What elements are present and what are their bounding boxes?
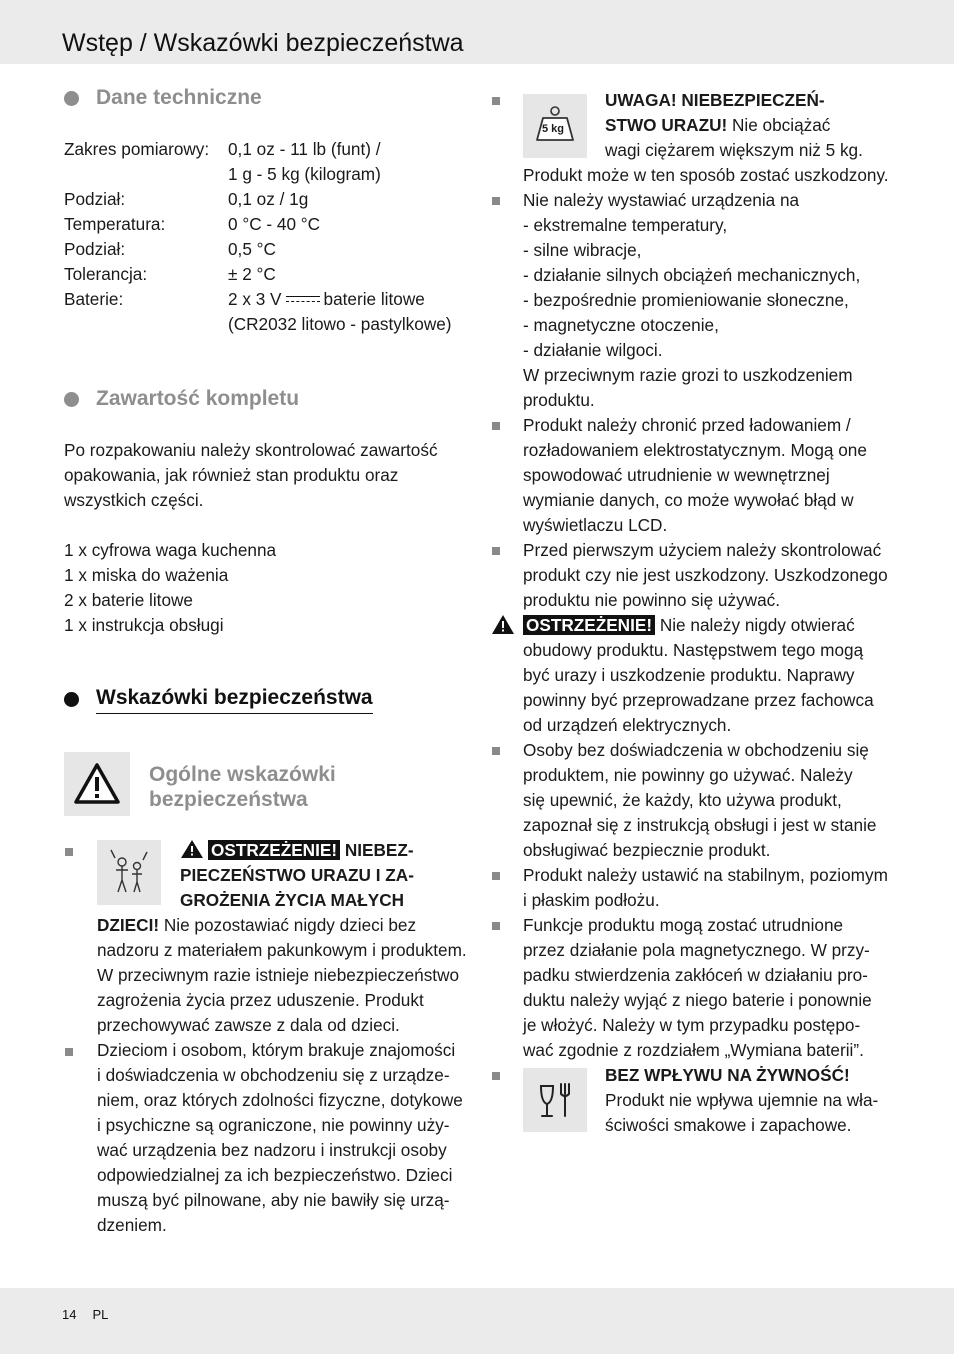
list-item: Produkt należy chronić przed ładowaniem / rozładowaniem elektrostatycznym. Mogą one spowodować utrudnienie w wewnętrznej wymianie danych, co może wywołać błąd w wyświetlaczu LCD.: [523, 415, 867, 535]
tech-spec-table: [64, 137, 452, 337]
table-row: 1 g - 5 kg (kilogram): [228, 164, 381, 184]
warning-triangle-icon: [180, 839, 204, 859]
table-row: Podział: 0,1 oz / 1g: [64, 189, 309, 209]
square-bullet-icon: [492, 422, 500, 430]
overload-warning-tail: Produkt może w ten sposób zostać uszkodzony.: [523, 165, 889, 185]
overload-warning-text: UWAGA! NIEBEZPIECZEŃ- STWO URAZU! Nie obciążać wagi ciężarem większym niż 5 kg.: [605, 90, 863, 160]
table-row: Tolerancja: ± 2 °C: [64, 264, 276, 284]
square-bullet-icon: [65, 1048, 73, 1056]
dc-current-symbol-icon: [286, 296, 320, 304]
general-safety-heading: Ogólne wskazówki bezpieczeństwa: [149, 763, 336, 811]
bullet-dot-icon: [64, 392, 79, 407]
list-item: 1 x miska do ważenia: [64, 565, 229, 585]
list-item: Funkcje produktu mogą zostać utrudnione przez działanie pola magnetycznego. W przy- padku stwierdzenia zakłóceń w działaniu pro- duktu należy wyjąć z niego baterie i ponownie je włożyć. Należy w tym przypadku postępo- wać zgodnie z rozdziałem „Wymiana baterii”.: [523, 915, 872, 1060]
persons-warning-text: Dzieciom i osobom, którym brakuje znajomości i doświadczenia w obchodzeniu się z urządze- niem, oraz których zdolności fizyczne, dotykowe i psychiczne są ograniczone, nie powinny uży- wać urządzenia bez nadzoru i instrukcji osoby odpowiedzialnej za ich bezpieczeństwo. Dzieci muszą być pilnowane, aby nie bawiły się urzą- dzeniem.: [97, 1040, 463, 1235]
square-bullet-icon: [492, 747, 500, 755]
table-row: Baterie: 2 x 3 V baterie litowe: [64, 289, 425, 309]
child-warning-heading: OSTRZEŻENIE! NIEBEZ- PIECZEŃSTWO URAZU I ZA- GROŻENIA ŻYCIA MAŁYCH: [180, 840, 414, 910]
food-safe-text: BEZ WPŁYWU NA ŻYWNOŚĆ! Produkt nie wpływa ujemnie na wła- ściwości smakowe i zapachowe.: [605, 1065, 879, 1135]
list-item: Produkt należy ustawić na stabilnym, poziomym i płaskim podłożu.: [523, 865, 888, 910]
list-item: Przed pierwszym użyciem należy skontrolować produkt czy nie jest uszkodzony. Uszkodzonego produktu nie powinno się używać.: [523, 540, 888, 610]
square-bullet-icon: [492, 197, 500, 205]
table-row: Temperatura: 0 °C - 40 °C: [64, 214, 321, 234]
bullet-dot-icon: [64, 692, 79, 707]
table-row: (CR2032 litowo - pastylkowe): [228, 314, 452, 334]
table-row: Zakres pomiarowy: 0,1 oz - 11 lb (funt) /: [64, 139, 381, 159]
warning-label: OSTRZEŻENIE!: [208, 840, 340, 860]
warning-triangle-icon: [491, 614, 515, 635]
table-row: Podział: 0,5 °C: [64, 239, 276, 259]
warning-label: OSTRZEŻENIE!: [523, 615, 655, 635]
list-item: 1 x cyfrowa waga kuchenna: [64, 540, 277, 560]
warning-triangle-icon: [64, 752, 130, 816]
page-title: Wstęp / Wskazówki bezpieczeństwa: [62, 29, 464, 57]
contents-list: [64, 538, 464, 638]
food-safe-icon: [523, 1068, 587, 1132]
page-footer: [62, 1305, 124, 1325]
housing-warning: OSTRZEŻENIE! Nie należy nigdy otwierać obudowy produktu. Następstwem tego mogą być urazy i uszkodzenie produktu. Naprawy powinny być przeprowadzane przez fachowca od urządzeń elektrycznych.: [523, 615, 874, 735]
page-number: 14: [62, 1307, 77, 1322]
section-heading-contents: Zawartość kompletu: [64, 385, 299, 413]
list-item: 1 x instrukcja obsługi: [64, 615, 224, 635]
page-footer-band: [0, 1288, 954, 1354]
language-code: PL: [92, 1307, 109, 1322]
list-item: Osoby bez doświadczenia w obchodzeniu się produktem, nie powinny go używać. Należy się upewnić, że każdy, kto używa produkt, zapoznał się z instrukcją obsługi i jest w stanie obsługiwać bezpiecznie produkt.: [523, 740, 877, 860]
square-bullet-icon: [492, 872, 500, 880]
square-bullet-icon: [492, 1072, 500, 1080]
list-item: 2 x baterie litowe: [64, 590, 193, 610]
bullet-dot-icon: [64, 91, 79, 106]
section-heading-tech: Dane techniczne: [64, 84, 262, 112]
section-heading-safety: Wskazówki bezpieczeństwa: [64, 684, 373, 714]
square-bullet-icon: [65, 848, 73, 856]
square-bullet-icon: [492, 547, 500, 555]
square-bullet-icon: [492, 922, 500, 930]
square-bullet-icon: [492, 97, 500, 105]
child-warning-text: DZIECI! Nie pozostawiać nigdy dzieci bez nadzoru z materiałem pakunkowym i produktem. W przeciwnym razie istnieje niebezpieczeństwo zagrożenia życia przez uduszenie. Produkt przechowywać zawsze z dala od dzieci.: [97, 915, 467, 1035]
contents-intro: Po rozpakowaniu należy skontrolować zawartość opakowania, jak również stan produktu oraz wszystkich części.: [64, 440, 438, 510]
list-item: Nie należy wystawiać urządzenia na - ekstremalne temperatury, - silne wibracje, - działanie silnych obciążeń mechanicznych, - bezpośrednie promieniowanie słoneczne, - magnetyczne otoczenie, - działanie wilgoci. W przeciwnym razie grozi to uszkodzeniem produktu.: [523, 190, 861, 410]
child-safety-icon: [97, 840, 161, 905]
weight-icon-label: 5 kg: [542, 123, 565, 135]
